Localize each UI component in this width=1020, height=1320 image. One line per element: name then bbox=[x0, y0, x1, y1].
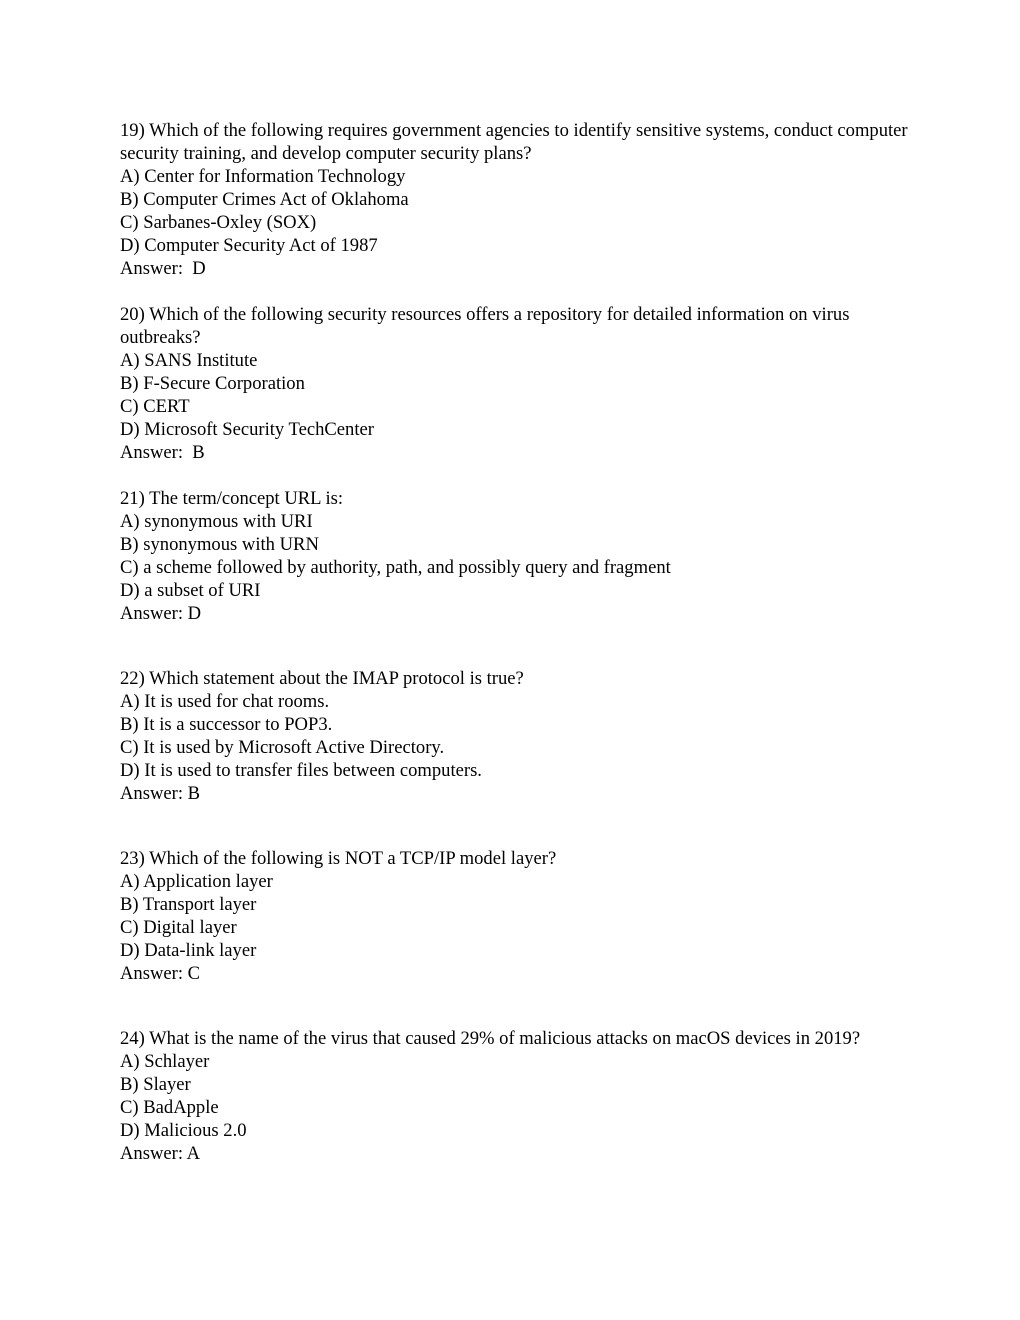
question-20 bbox=[120, 303, 910, 464]
answer: Answer: B bbox=[120, 783, 201, 804]
option-d: D) Data-link layer bbox=[120, 940, 257, 961]
answer: Answer: A bbox=[120, 1143, 201, 1164]
option-c: C) CERT bbox=[120, 396, 190, 417]
option-c: C) Digital layer bbox=[120, 917, 237, 938]
option-b: B) synonymous with URN bbox=[120, 534, 319, 555]
option-a: A) It is used for chat rooms. bbox=[120, 691, 330, 712]
question-stem: 24) What is the name of the virus that caused 29% of malicious attacks on macOS devices in 2019? bbox=[120, 1028, 861, 1049]
question-24 bbox=[120, 1027, 910, 1165]
option-d: D) It is used to transfer files between computers. bbox=[120, 760, 482, 781]
option-c: C) a scheme followed by authority, path, and possibly query and fragment bbox=[120, 557, 671, 578]
option-d: D) Microsoft Security TechCenter bbox=[120, 419, 374, 440]
document-page bbox=[120, 119, 913, 1165]
question-19 bbox=[120, 119, 913, 280]
question-21 bbox=[120, 487, 910, 625]
option-b: B) It is a successor to POP3. bbox=[120, 714, 333, 735]
spacer bbox=[120, 625, 910, 667]
option-d: D) a subset of URI bbox=[120, 580, 261, 601]
option-c: C) Sarbanes-Oxley (SOX) bbox=[120, 212, 317, 233]
answer: Answer: C bbox=[120, 963, 201, 984]
option-c: C) BadApple bbox=[120, 1097, 219, 1118]
spacer bbox=[120, 280, 910, 303]
spacer bbox=[120, 985, 910, 1027]
question-stem: 23) Which of the following is NOT a TCP/IP model layer? bbox=[120, 848, 557, 869]
answer: Answer: B bbox=[120, 442, 205, 463]
spacer bbox=[120, 464, 910, 487]
option-a: A) Center for Information Technology bbox=[120, 166, 406, 187]
option-c: C) It is used by Microsoft Active Directory. bbox=[120, 737, 445, 758]
option-a: A) Schlayer bbox=[120, 1051, 210, 1072]
question-stem: 21) The term/concept URL is: bbox=[120, 488, 344, 509]
option-b: B) F-Secure Corporation bbox=[120, 373, 305, 394]
question-stem: 20) Which of the following security resources offers a repository for detailed information on virus outbreaks? bbox=[120, 304, 855, 348]
question-stem: 22) Which statement about the IMAP protocol is true? bbox=[120, 668, 524, 689]
option-d: D) Computer Security Act of 1987 bbox=[120, 235, 378, 256]
option-a: A) Application layer bbox=[120, 871, 273, 892]
answer: Answer: D bbox=[120, 258, 206, 279]
spacer bbox=[120, 805, 910, 847]
question-22 bbox=[120, 667, 910, 805]
option-d: D) Malicious 2.0 bbox=[120, 1120, 247, 1141]
question-stem: 19) Which of the following requires government agencies to identify sensitive systems, conduct computer security training, and develop computer security plans? bbox=[120, 120, 913, 164]
option-b: B) Slayer bbox=[120, 1074, 191, 1095]
option-a: A) synonymous with URI bbox=[120, 511, 313, 532]
answer: Answer: D bbox=[120, 603, 202, 624]
option-b: B) Computer Crimes Act of Oklahoma bbox=[120, 189, 409, 210]
option-b: B) Transport layer bbox=[120, 894, 257, 915]
option-a: A) SANS Institute bbox=[120, 350, 258, 371]
question-23 bbox=[120, 847, 910, 985]
